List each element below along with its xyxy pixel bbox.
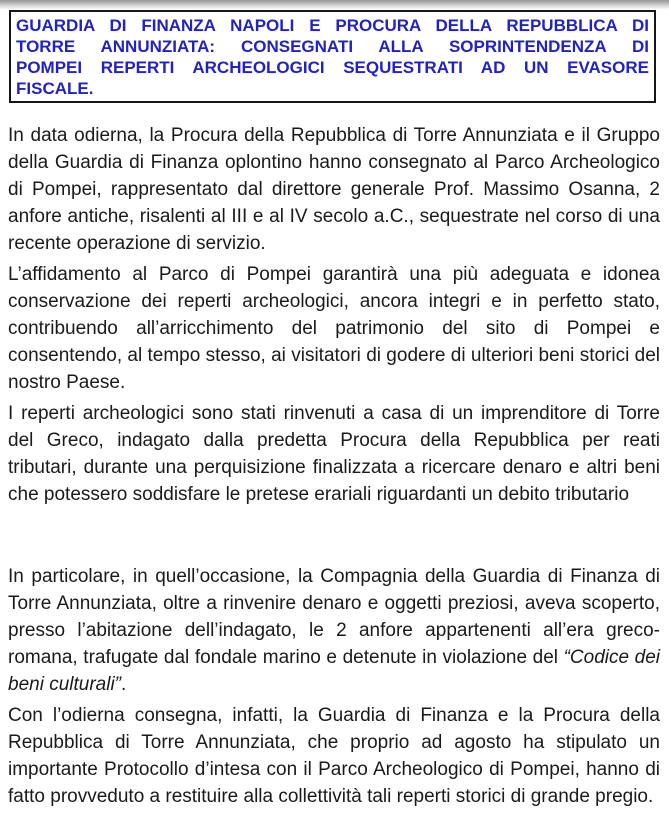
paragraph-1: In data odierna, la Procura della Repubblica di Torre Annunziata e il Gruppo della Guardia di Finanza oplontino hanno consegnato al Parco Archeologico di Pompei, rappresentato dal direttore generale Prof. Massimo Osanna, 2 anfore antiche, risalenti al III e al IV secolo a.C., sequestrate nel corso di una recente operazione di servizio. bbox=[8, 125, 660, 254]
paragraph-4-quoted-title: “Codice dei beni culturali” bbox=[8, 647, 660, 695]
scan-top-edge bbox=[0, 0, 669, 9]
paragraph-3: I reperti archeologici sono stati rinvenuti a casa di un imprenditore di Torre del Greco, indagato dalla predetta Procura della Repubblica per reati tributari, durante una perquisizione finalizzata a ricercare denaro e altri beni che potessero soddisfare le pretese erariali riguardanti un debito tributario bbox=[8, 403, 660, 505]
paragraph-4-tail: . bbox=[121, 674, 127, 695]
paragraph-4 bbox=[8, 563, 660, 698]
headline-line-2: TORRE ANNUNZIATA: CONSEGNATI ALLA SOPRINTENDENZA DI bbox=[16, 37, 649, 56]
article-body bbox=[8, 122, 660, 810]
headline-line-1: GUARDIA DI FINANZA NAPOLI E PROCURA DELLA REPUBBLICA DI bbox=[16, 16, 649, 35]
headline-line-3: POMPEI REPERTI ARCHEOLOGICI SEQUESTRATI AD UN EVASORE bbox=[16, 58, 649, 77]
headline-box bbox=[9, 10, 656, 103]
headline-line-4: FISCALE. bbox=[16, 79, 94, 98]
paragraph-2: L’affidamento al Parco di Pompei garantirà una più adeguata e idonea conservazione dei reperti archeologici, ancora integri e in perfetto stato, contribuendo all’arricchimento del patrimonio del sito di Pompei e consentendo, al tempo stesso, ai visitatori di godere di ulteriori beni storici del nostro Paese. bbox=[8, 264, 660, 393]
paragraph-4-lead: In particolare, in quell’occasione, la Compagnia della Guardia di Finanza di Torre Annunziata, oltre a rinvenire denaro e oggetti preziosi, aveva scoperto, presso l’abitazione dell’indagato, le 2 anfore appartenenti all’era greco-romana, trafugate dal fondale marino e detenute in violazione del bbox=[8, 566, 660, 668]
paragraph-5: Con l’odierna consegna, infatti, la Guardia di Finanza e la Procura della Repubblica di Torre Annunziata, che proprio ad agosto ha stipulato un importante Protocollo d’intesa con il Parco Archeologico di Pompei, hanno di fatto provveduto a restituire alla collettività tali reperti storici di grande pregio. bbox=[8, 705, 660, 807]
page-content bbox=[0, 10, 669, 810]
